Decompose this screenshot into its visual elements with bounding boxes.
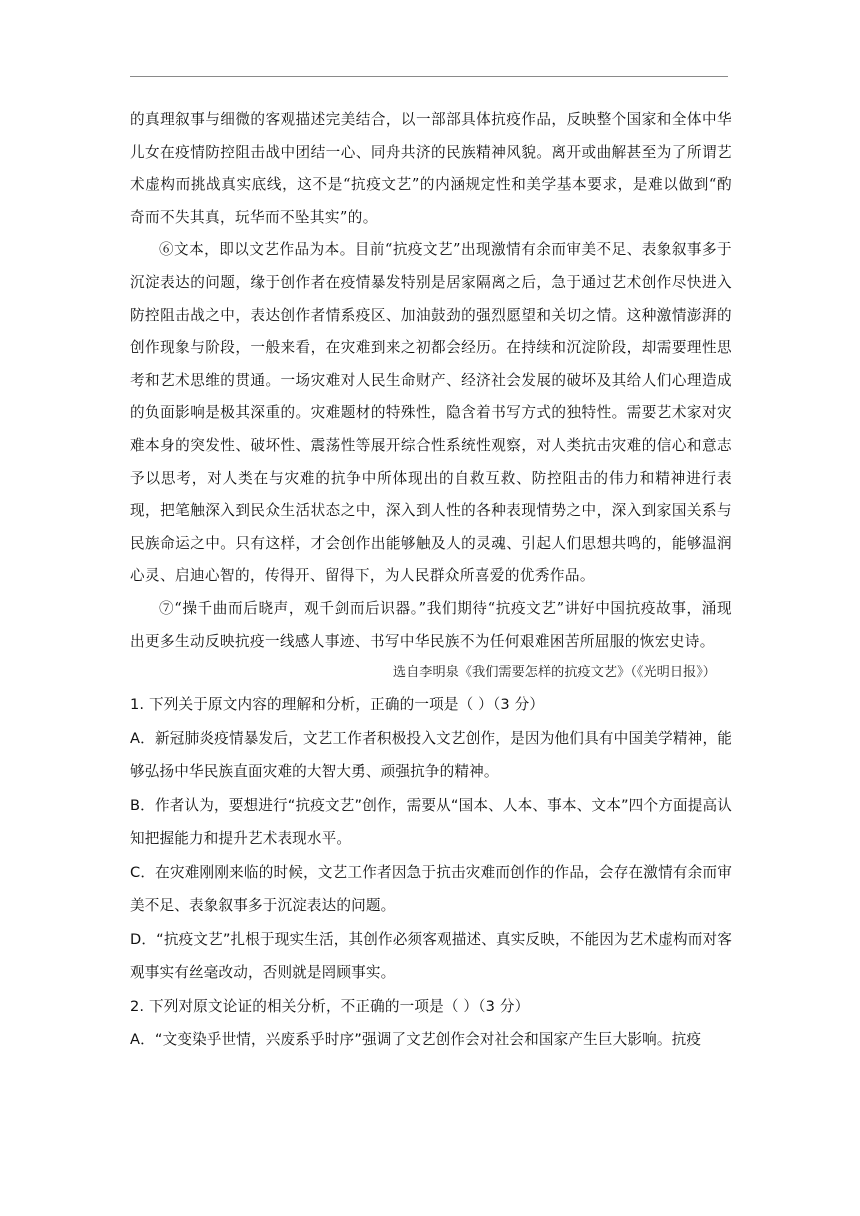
question-1-stem: 1. 下列关于原文内容的理解和分析，正确的一项是（ ）（3 分） [130,696,545,714]
question-section [130,688,732,1057]
header-rule [130,76,728,77]
question-1-option-c: C．在灾难刚刚来临的时候，文艺工作者因急于抗击灾难而创作的作品，会存在激情有余而审美不足、表象叙事多于沉淀表达的问题。 [130,863,732,915]
essay-text [130,104,732,658]
question-2-option-a: A．“文变染乎世情，兴废系乎时序”强调了文艺创作会对社会和国家产生巨大影响。抗疫 [130,1031,702,1049]
essay-paragraph-continued: 的真理叙事与细微的客观描述完美结合，以一部部具体抗疫作品，反映整个国家和全体中华儿女在疫情防控阻击战中团结一心、同舟共济的民族精神风貌。离开或曲解甚至为了所谓艺术虚构而挑战真实底线，这不是“抗疫文艺”的内涵规定性和美学基本要求，是难以做到“酌奇而不失其真，玩华而不坠其实”的。 [130,111,732,226]
source-citation: 选自李明泉《我们需要怎样的抗疫文艺》（《光明日报》） [392,665,716,681]
question-2-stem: 2. 下列对原文论证的相关分析，不正确的一项是（ ）（3 分） [130,997,530,1015]
question-1-option-d: D．“抗疫文艺”扎根于现实生活，其创作必须客观描述、真实反映，不能因为艺术虚构而对客观事实有丝毫改动，否则就是罔顾事实。 [130,930,732,982]
essay-paragraph-6: ⑥文本，即以文艺作品为本。目前“抗疫文艺”出现激情有余而审美不足、表象叙事多于沉淀表达的问题，缘于创作者在疫情暴发特别是居家隔离之后，急于通过艺术创作尽快进入防控阻击战之中，表达创作者情系疫区、加油鼓劲的强烈愿望和关切之情。这种激情澎湃的创作现象与阶段，一般来看，在灾难到来之初都会经历。在持续和沉淀阶段，却需要理性思考和艺术思维的贯通。一场灾难对人民生命财产、经济社会发展的破坏及其给人们心理造成的负面影响是极其深重的。灾难题材的特殊性，隐含着书写方式的独特性。需要艺术家对灾难本身的突发性、破坏性、震荡性等展开综合性系统性观察，对人类抗击灾难的信心和意志予以思考，对人类在与灾难的抗争中所体现出的自救互救、防控阻击的伟力和精神进行表现，把笔触深入到民众生活状态之中，深入到人性的各种表现情势之中，深入到家国关系与民族命运之中。只有这样，才会创作出能够触及人的灵魂、引起人们思想共鸣的，能够温润心灵、启迪心智的，传得开、留得下，为人民群众所喜爱的优秀作品。 [130,241,732,585]
question-1-option-a: A．新冠肺炎疫情暴发后，文艺工作者积极投入文艺创作，是因为他们具有中国美学精神，能够弘扬中华民族直面灾难的大智大勇、顽强抗争的精神。 [130,729,732,781]
question-1-option-b: B．作者认为，要想进行“抗疫文艺”创作，需要从“国本、人本、事本、文本”四个方面提高认知把握能力和提升艺术表现水平。 [130,796,732,848]
essay-paragraph-7: ⑦“操千曲而后晓声，观千剑而后识器。”我们期待“抗疫文艺”讲好中国抗疫故事，涌现出更多生动反映抗疫一线感人事迹、书写中华民族不为任何艰难困苦所屈服的恢宏史诗。 [130,599,732,650]
page-content [130,104,732,1057]
